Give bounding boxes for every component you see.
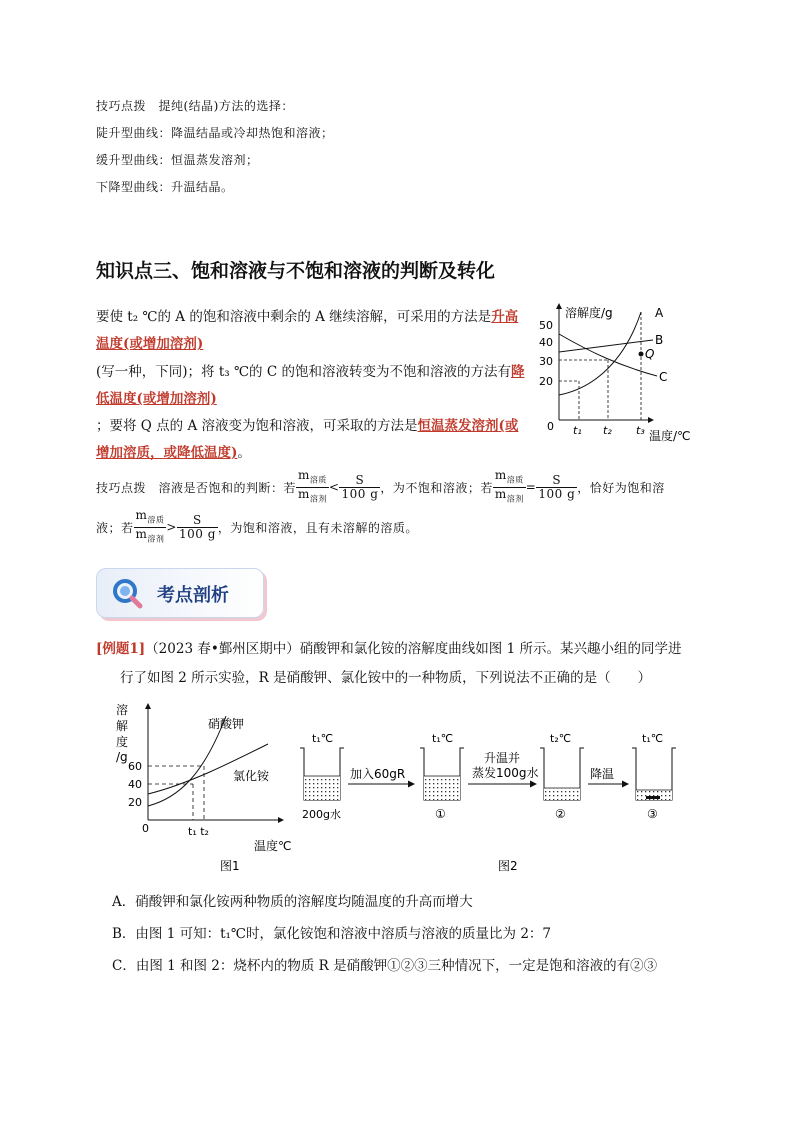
option-a: A．硝酸钾和氯化铵两种物质的溶解度均随温度的升高而增大 [112,894,473,910]
fig1-xticks: t₁ t₂ [188,825,209,838]
fig1-ylabel-1: 溶 [116,703,129,717]
fraction-solute-solvent-3: $\frac{m_{溶质}}{m_{溶剂}}$ [135,508,165,543]
ytick-20: 20 [539,375,553,388]
svg-text:t₁℃: t₁℃ [432,732,454,745]
tip-line-steep: 陡升型曲线：降温结晶或冷却热饱和溶液； [96,126,334,140]
question-line-2: 温度(或增加溶剂) [96,336,204,352]
xtick-t3: t₃ [636,424,645,437]
origin-label: 0 [547,420,554,433]
fig1-xlabel: 温度℃ [254,839,292,853]
beaker-2-label: ② [555,807,566,821]
fig1-ylabel-3: 度 [116,735,129,749]
tip-line-gentle: 缓升型曲线：恒温蒸发溶剂； [96,153,259,167]
fig1-origin: 0 [142,822,149,835]
svg-text:t₁℃: t₁℃ [312,732,334,745]
beaker-start-label: 200g水 [302,808,341,821]
xtick-t2: t₂ [603,424,612,437]
point-q [639,352,644,357]
fig1-ylabel-2: 解 [116,719,129,733]
option-b: B．由图 1 可知：t₁℃时，氯化铵饱和溶液中溶质与溶液的质量比为 2：7 [112,926,551,942]
ytick-30: 30 [539,355,553,368]
figure-2-experiment [292,722,692,876]
saturation-rule-line-1: 技巧点拨 溶液是否饱和的判断：若 $\frac{m_{溶质}}{m_{溶剂}}$ < $\frac{S}{100 g}$ ，为不饱和溶液；若 $\frac{m_{溶质}}{m_{溶剂}}$ = $\frac{S}{100 g}$ ，恰好为饱和溶 [96,468,665,503]
xtick-t1: t₁ [573,424,582,437]
ytick-40: 40 [539,336,553,349]
tip-line-falling: 下降型曲线：升温结晶。 [96,180,234,194]
fraction-s-100g: $\frac{S}{100 g}$ [341,472,379,501]
beaker-1 [420,732,464,821]
fraction-solute-solvent-2: $\frac{m_{溶质}}{m_{溶剂}}$ [494,468,524,503]
curve-c-label: C [659,370,668,384]
ytick-50: 50 [539,319,553,332]
fraction-s-100g-3: $\frac{S}{100 g}$ [178,512,216,541]
x-axis-label: 温度/℃ [649,429,691,443]
question-line-5: ；要将 Q 点的 A 溶液变为饱和溶液，可采取的方法是恒温蒸发溶剂(或 [96,418,519,434]
example-line-1: [例题1]（2023 春•鄞州区期中）硝酸钾和氯化铵的溶解度曲线如图 1 所示。某兴趣小组的同学进 [96,641,682,657]
saturation-rule-line-2: 液；若 $\frac{m_{溶质}}{m_{溶剂}}$ > $\frac{S}{100 g}$ ，为饱和溶液，且有未溶解的溶质。 [96,508,418,543]
beaker-1-label: ① [435,807,446,821]
curve-potassium-nitrate-label: 硝酸钾 [208,717,245,731]
arrow-add-label: 加入60gR [350,767,406,781]
fig2-caption: 图2 [498,859,518,873]
option-c: C．由图 1 和图 2：烧杯内的物质 R 是硝酸钾①②③三种情况下，一定是饱和溶液的有②③ [112,958,658,974]
arrow-heat-label-1: 升温并 [484,751,521,765]
fig1-ylabel-4: /g [116,750,128,764]
svg-text:t₂℃: t₂℃ [550,732,572,745]
beaker-3 [632,732,676,821]
beaker-3-label: ③ [647,807,658,821]
question-line-1: 要使 t₂ ℃的 A 的饱和溶液中剩余的 A 继续溶解，可采用的方法是升高 [96,309,519,325]
curve-a [559,312,641,395]
search-icon [111,577,143,609]
fraction-s-100g-2: $\frac{S}{100 g}$ [538,472,576,501]
fig1-ytick-40: 40 [128,778,142,791]
fig1-caption: 图1 [220,859,240,873]
fig1-ytick-20: 20 [128,796,142,809]
tip-title: 技巧点拨 提纯(结晶)方法的选择： [96,99,294,113]
section-title: 知识点三、饱和溶液与不饱和溶液的判断及转化 [96,260,496,282]
curve-ammonium-chloride-label: 氯化铵 [233,769,270,783]
exam-analysis-banner [96,568,264,618]
solubility-graph-abc [535,300,705,445]
svg-text:t₁℃: t₁℃ [642,732,664,745]
fraction-solute-solvent: $\frac{m_{溶质}}{m_{溶剂}}$ [298,468,327,503]
beaker-start [300,732,344,821]
arrow-heat-label-2: 蒸发100g水 [472,766,539,780]
y-axis-label: 溶解度/g [565,306,613,320]
arrow-cool-label: 降温 [590,767,615,781]
beaker-2 [540,732,584,821]
figure-1-solubility [108,698,298,876]
example-line-2: 行了如图 2 所示实验，R 是硝酸钾、氯化铵中的一种物质，下列说法不正确的是（ ） [120,670,652,686]
curve-a-label: A [655,306,664,320]
banner-label: 考点剖析 [157,585,229,606]
curve-b-label: B [655,333,664,347]
point-q-label: Q [645,347,655,361]
question-line-6: 增加溶质，或降低温度)。 [96,445,251,461]
fig1-ytick-60: 60 [128,760,142,773]
question-line-4: 低温度(或增加溶剂) [96,391,217,407]
question-line-3: (写一种，下同)；将 t₃ ℃的 C 的饱和溶液转变为不饱和溶液的方法有降 [96,364,525,380]
